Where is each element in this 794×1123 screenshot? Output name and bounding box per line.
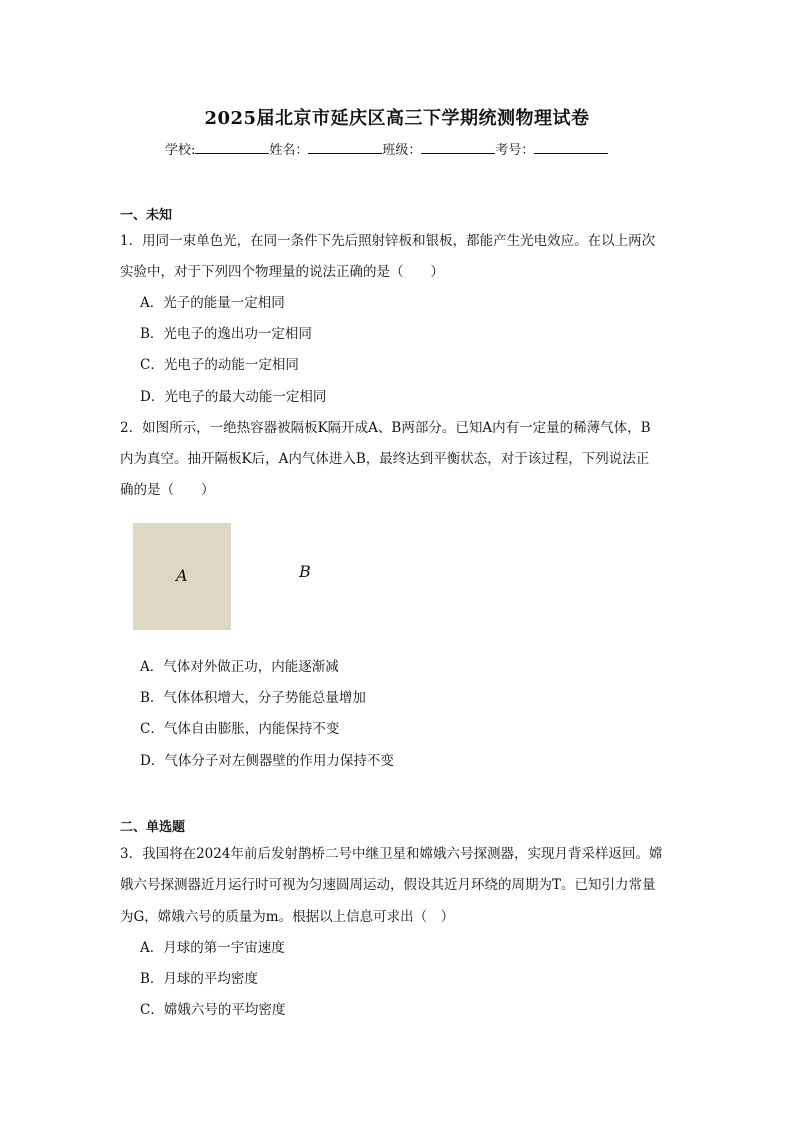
container-b-label: B <box>299 562 311 581</box>
name-label: 姓名： <box>269 143 309 158</box>
question-3-option-b: B．月球的平均密度 <box>140 971 258 987</box>
question-3-option-c: C．嫦娥六号的平均密度 <box>140 1002 286 1018</box>
number-label: 考号： <box>495 143 535 158</box>
student-info-line <box>165 139 608 158</box>
question-1-line-2: 实验中，对于下列四个物理量的说法正确的是（ ） <box>120 264 444 280</box>
question-2-option-b: B．气体体积增大，分子势能总量增加 <box>140 690 366 706</box>
section-heading-unknown: 一、未知 <box>120 208 173 223</box>
question-3-line-3: 为G，嫦娥六号的质量为m。根据以上信息可求出（ ） <box>120 909 455 925</box>
container-a-label: A <box>176 566 188 585</box>
question-3-line-1: 3．我国将在2024年前后发射鹊桥二号中继卫星和嫦娥六号探测器，实现月背采样返回。嫦 <box>120 846 663 862</box>
class-blank <box>421 141 495 154</box>
question-2-line-3: 确的是（ ） <box>120 482 215 498</box>
question-2-option-c: C．气体自由膨胀，内能保持不变 <box>140 721 340 737</box>
question-1-option-d: D．光电子的最大动能一定相同 <box>140 389 327 405</box>
question-1-option-b: B．光电子的逸出功一定相同 <box>140 326 312 342</box>
question-1-line-1: 1．用同一束单色光，在同一条件下先后照射锌板和银板，都能产生光电效应。在以上两次 <box>120 233 656 249</box>
question-1-option-c: C．光电子的动能一定相同 <box>140 357 299 373</box>
name-blank <box>308 141 382 154</box>
question-3-line-2: 娥六号探测器近月运行时可视为匀速圆周运动，假设其近月环绕的周期为T。已知引力常量 <box>120 877 656 893</box>
number-blank <box>534 141 608 154</box>
page-title: 2025届北京市延庆区高三下学期统测物理试卷 <box>204 108 590 129</box>
question-2-line-2: 内为真空。抽开隔板K后，A内气体进入B，最终达到平衡状态，对于该过程，下列说法正 <box>120 451 650 467</box>
question-2-option-a: A．气体对外做正功，内能逐渐减 <box>140 659 339 675</box>
school-blank <box>195 141 269 154</box>
question-3-option-a: A．月球的第一宇宙速度 <box>140 940 285 956</box>
class-label: 班级： <box>382 143 422 158</box>
question-2-line-1: 2．如图所示，一绝热容器被隔板K隔开成A、B两部分。已知A内有一定量的稀薄气体，B <box>120 420 651 436</box>
question-2-option-d: D．气体分子对左侧器壁的作用力保持不变 <box>140 753 394 769</box>
school-label: 学校: <box>165 143 196 158</box>
section-heading-single-choice: 二、单选题 <box>120 820 186 835</box>
question-1-option-a: A．光子的能量一定相同 <box>140 295 285 311</box>
